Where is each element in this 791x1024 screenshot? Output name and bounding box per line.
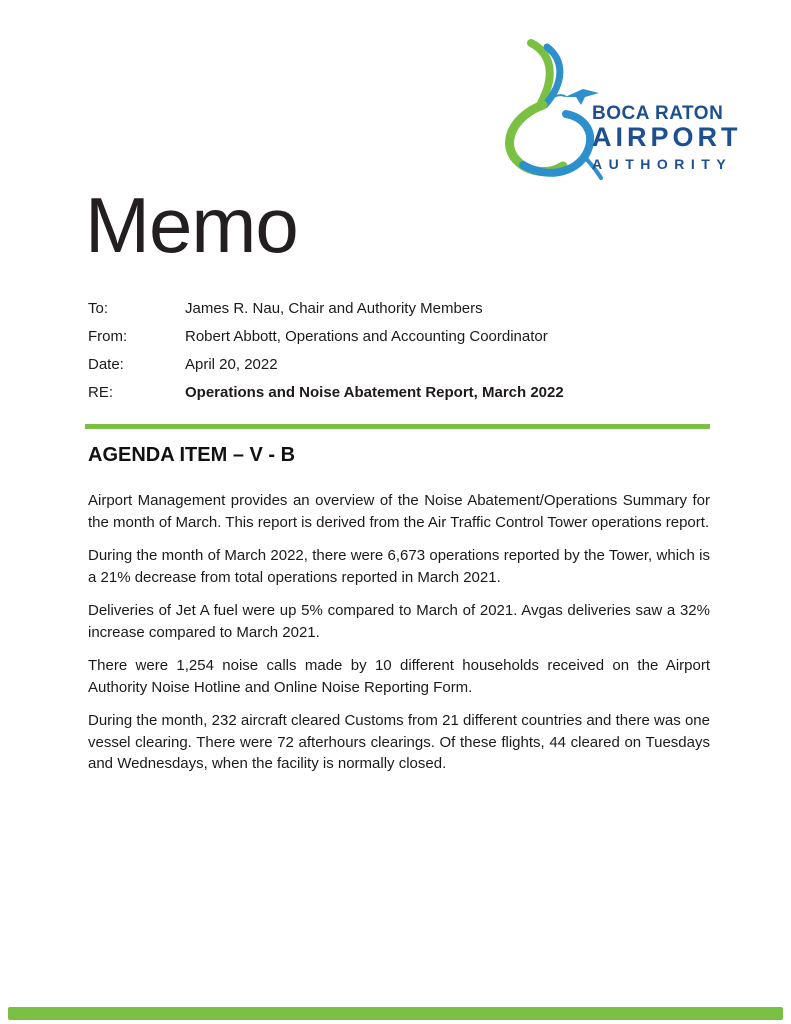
logo xyxy=(495,35,765,185)
field-row-from xyxy=(88,328,708,356)
field-row-to xyxy=(88,300,708,328)
logo-line-authority: AUTHORITY xyxy=(592,156,733,172)
field-value-date: April 20, 2022 xyxy=(185,356,278,373)
field-value-from: Robert Abbott, Operations and Accounting Coordinator xyxy=(185,328,548,345)
body-copy xyxy=(88,490,710,787)
logo-line-boca-raton: BOCA RATON xyxy=(592,103,724,124)
field-label-from: From: xyxy=(88,328,128,345)
field-label-date: Date: xyxy=(88,356,124,373)
field-label-to: To: xyxy=(88,300,109,317)
agenda-heading: AGENDA ITEM – V - B xyxy=(88,444,296,466)
field-label-re: RE: xyxy=(88,384,114,401)
field-row-date xyxy=(88,356,708,384)
paragraph-customs: During the month, 232 aircraft cleared Customs from 21 different countries and there was one vessel clearing. There were 72 afterhours clearings. Of these flights, 44 cleared on Tuesdays and Wednesdays, when the facility is normally closed. xyxy=(88,712,710,772)
divider-rule xyxy=(85,424,710,429)
logo-wordmark xyxy=(592,103,742,172)
field-value-re: Operations and Noise Abatement Report, March 2022 xyxy=(185,384,564,401)
field-value-to: James R. Nau, Chair and Authority Members xyxy=(185,300,483,317)
memo-title: Memo xyxy=(85,181,298,269)
field-row-re xyxy=(88,384,708,412)
paragraph-overview: Airport Management provides an overview of the Noise Abatement/Operations Summary for the month of March. This report is derived from the Air Traffic Control Tower operations report. xyxy=(88,492,710,531)
paragraph-noise-calls: There were 1,254 noise calls made by 10 different households received on the Airport Authority Noise Hotline and Online Noise Reporting Form. xyxy=(88,657,710,696)
paragraph-fuel: Deliveries of Jet A fuel were up 5% compared to March of 2021. Avgas deliveries saw a 32% increase compared to March 2021. xyxy=(88,602,710,641)
paragraph-operations: During the month of March 2022, there were 6,673 operations reported by the Tower, which is a 21% decrease from total operations reported in March 2021. xyxy=(88,547,710,586)
logo-line-airport: AIRPORT xyxy=(592,122,742,152)
footer-bar xyxy=(8,1007,783,1020)
header-fields xyxy=(88,300,708,412)
